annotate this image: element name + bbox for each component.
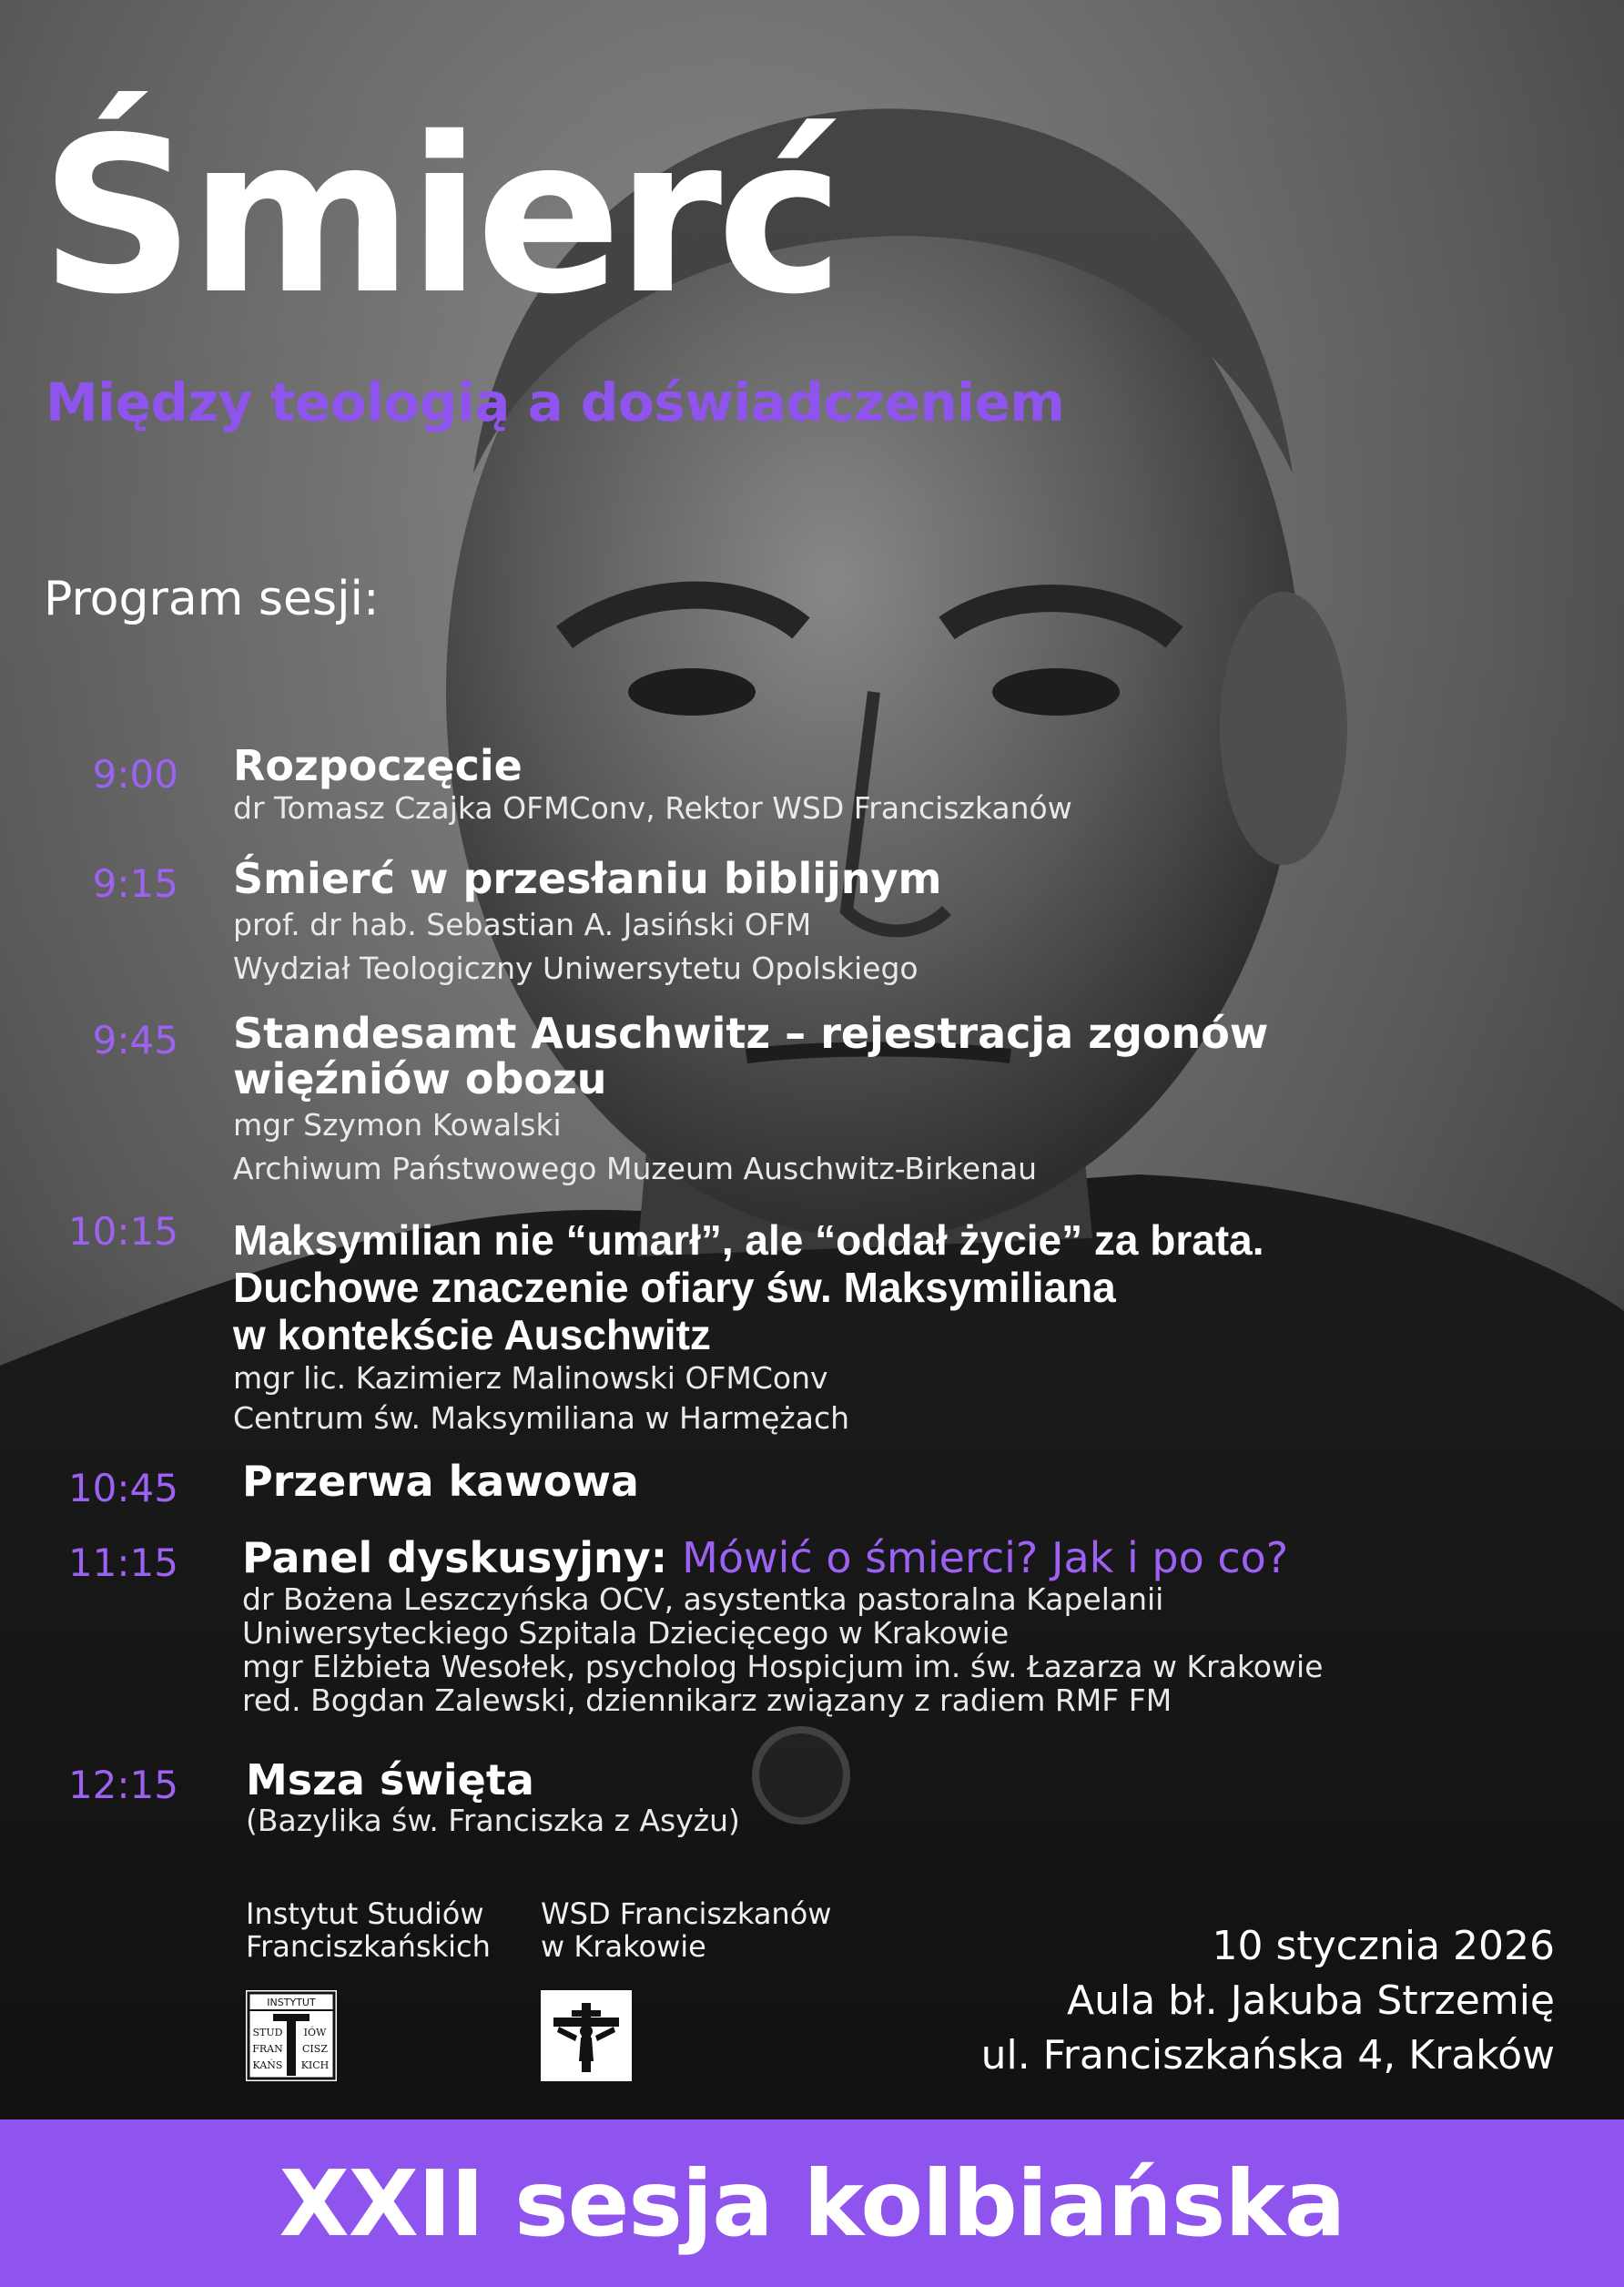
program-item <box>233 741 1072 827</box>
program-time: 9:00 <box>92 752 178 797</box>
poster-title: Śmierć <box>40 91 839 341</box>
program-speaker: Uniwersyteckiego Szpitala Dziecięcego w Krakowie <box>242 1615 1010 1651</box>
program-speaker: red. Bogdan Zalewski, dziennikarz związany z radiem RMF FM <box>242 1682 1172 1718</box>
program-speaker: prof. dr hab. Sebastian A. Jasiński OFM <box>233 907 812 942</box>
program-item-title: Panel dyskusyjny: <box>242 1533 668 1582</box>
program-affiliation: Centrum św. Maksymiliana w Harmężach <box>233 1400 850 1436</box>
program-item <box>242 1533 1323 1717</box>
program-time: 10:15 <box>67 1209 178 1254</box>
program-item-title-accent: Mówić o śmierci? Jak i po co? <box>682 1533 1289 1582</box>
isf-logo-text: STUD <box>252 2027 283 2038</box>
program-item <box>233 1009 1268 1191</box>
event-hall: Aula bł. Jakuba Strzemię <box>1067 1977 1555 2024</box>
isf-logo-text: KICH <box>300 2059 330 2071</box>
program-item-title: Duchowe znaczenie ofiary św. Maksymiliana <box>233 1264 1116 1311</box>
program-affiliation: Archiwum Państwowego Muzeum Auschwitz-Birkenau <box>233 1151 1038 1186</box>
program-speaker: dr Tomasz Czajka OFMConv, Rektor WSD Franciszkanów <box>233 790 1072 826</box>
program-item-title: Przerwa kawowa <box>242 1457 639 1506</box>
franciscan-cross-icon <box>541 1990 632 2081</box>
program-speaker: mgr Szymon Kowalski <box>233 1107 562 1143</box>
program-item-title: w kontekście Auschwitz <box>233 1311 711 1358</box>
organizer-name: Instytut Studiów <box>246 1896 484 1931</box>
program-item-title: Standesamt Auschwitz – rejestracja zgonów <box>233 1009 1269 1058</box>
isf-logo-text: CISZ <box>302 2043 328 2055</box>
program-heading: Program sesji: <box>44 572 380 626</box>
program-affiliation: Wydział Teologiczny Uniwersytetu Opolskiego <box>233 950 919 986</box>
program-time: 12:15 <box>67 1763 178 1807</box>
organizer-name: w Krakowie <box>541 1929 706 1964</box>
program-speaker: dr Bożena Leszczyńska OCV, asystentka pastoralna Kapelanii <box>242 1581 1164 1617</box>
program-item <box>246 1755 740 1837</box>
isf-logo-text: IÓW <box>303 2027 327 2038</box>
isf-logo-icon <box>246 1990 337 2081</box>
program-speaker: mgr lic. Kazimierz Malinowski OFMConv <box>233 1360 828 1396</box>
program-item <box>233 854 941 991</box>
organizer-name: WSD Franciszkanów <box>541 1896 832 1931</box>
program-item <box>242 1457 639 1506</box>
program-item-title: Msza święta <box>246 1755 534 1804</box>
bottom-banner <box>0 2119 1624 2287</box>
program-item-title: Maksymilian nie “umarł”, ale “oddał życie” za brata. <box>233 1216 1264 1264</box>
event-address: ul. Franciszkańska 4, Kraków <box>980 2032 1555 2079</box>
program-time: 11:15 <box>67 1540 178 1585</box>
isf-logo <box>246 1990 337 2081</box>
poster-subtitle: Między teologią a doświadczeniem <box>46 371 1065 433</box>
program-item-title: Śmierć w przesłaniu biblijnym <box>233 854 942 903</box>
program-item <box>233 1216 1264 1438</box>
program-time: 9:15 <box>92 861 178 906</box>
venue-info <box>981 1919 1555 2083</box>
wsd-logo <box>541 1990 632 2081</box>
organizer-isf <box>246 1897 491 1963</box>
isf-logo-text: KAŃS <box>252 2059 283 2071</box>
isf-logo-text: INSTYTUT <box>267 1997 316 2008</box>
program-item-title: więźniów obozu <box>233 1054 607 1103</box>
program-item-title: Rozpoczęcie <box>233 741 523 790</box>
program-speaker: (Bazylika św. Franciszka z Asyżu) <box>246 1803 740 1838</box>
program-time: 9:45 <box>92 1018 178 1062</box>
session-name: XXII sesja kolbiańska <box>279 2150 1345 2257</box>
program-time: 10:45 <box>67 1466 178 1510</box>
organizer-wsd <box>541 1897 831 1963</box>
program-speaker: mgr Elżbieta Wesołek, psycholog Hospicjum im. św. Łazarza w Krakowie <box>242 1649 1324 1684</box>
isf-logo-text: FRAN <box>252 2043 283 2055</box>
event-date: 10 stycznia 2026 <box>1212 1923 1555 1969</box>
organizer-name: Franciszkańskich <box>246 1929 491 1964</box>
